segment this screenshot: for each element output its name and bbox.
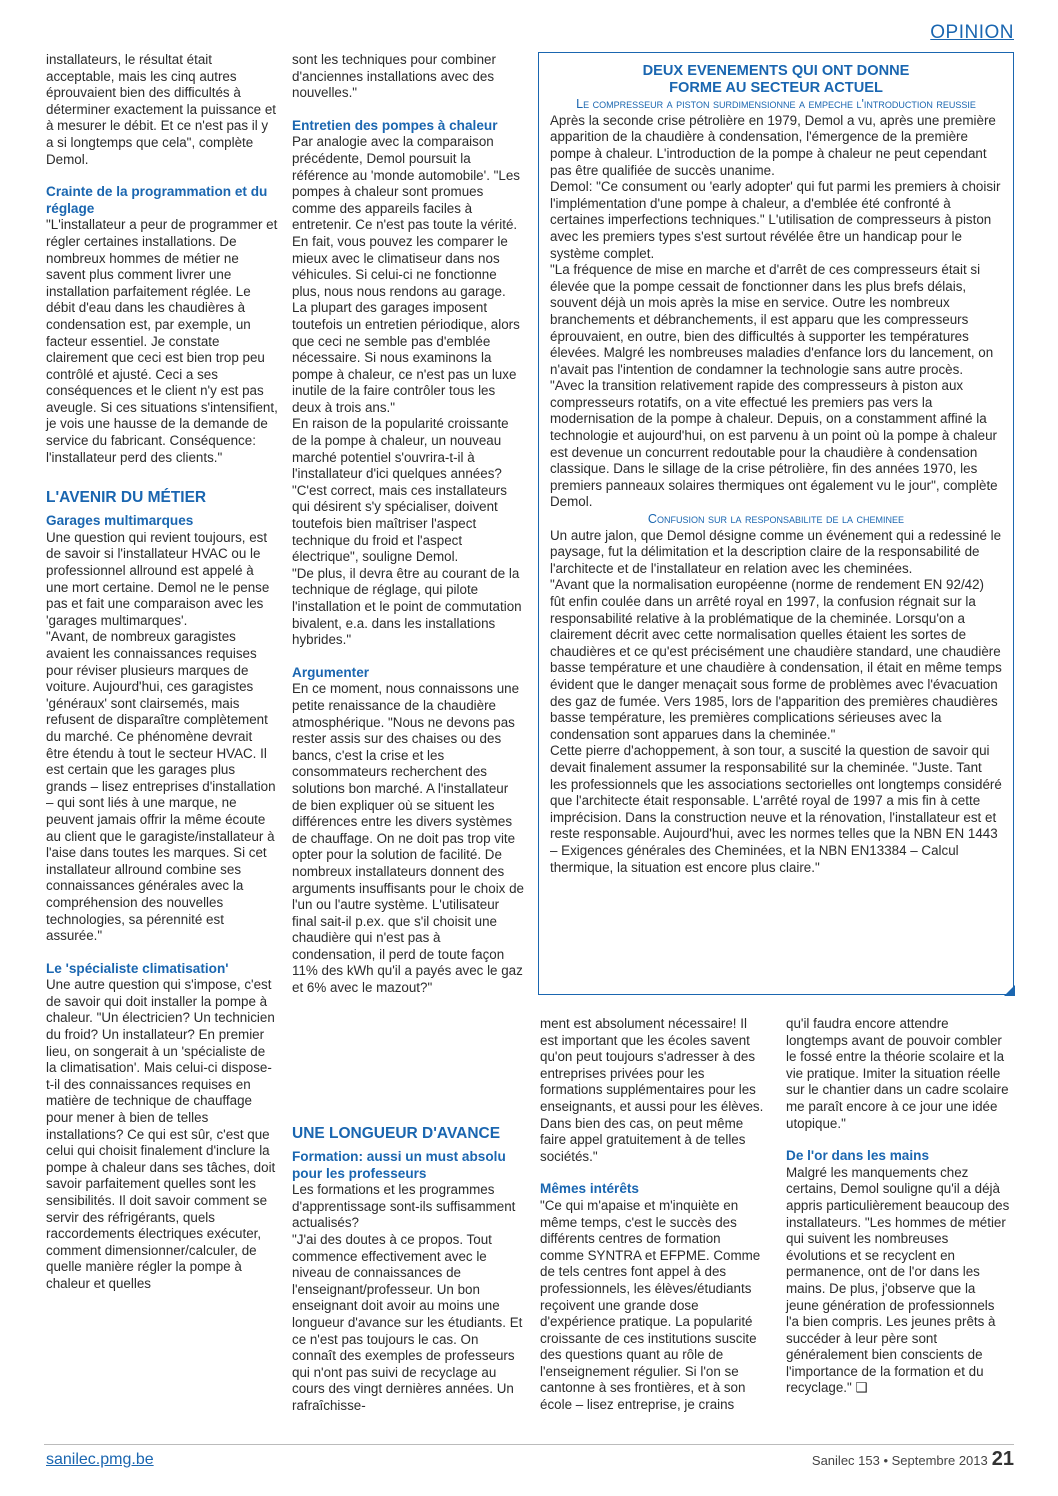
box-subheading-cheminee: Confusion sur la responsabilite de la cheminee xyxy=(647,512,905,527)
box-subheading-compresseur: Le compresseur a piston surdimensionne a empeche l'introduction reussie xyxy=(576,97,976,112)
paragraph: Malgré les manquements chez certains, Demol souligne qu'il a déjà appris particulièrement beaucoup des installateurs. "Les hommes de métier qui suivent les nombreuses évolutions et se recyclent en permanence, ont de l'or dans les mains. De plus, j'observe que la jeune génération de professionnels l'a bien compris. Les jeunes prêts à succéder à leur père sont généralement bien conscients de l'importance de la formation et du recyclage." ❑ xyxy=(786,1164,1010,1396)
paragraph: ment est absolument nécessaire! Il est important que les écoles savent qu'on peut toujours s'adresser à des entreprises privées pour les formations supplémentaires pour les enseignants, et aussi pour les élèves. Dans bien des cas, on peut même faire appel gratuitement à de telles sociétés." xyxy=(540,1016,764,1164)
paragraph: "De plus, il devra être au courant de la technique de réglage, qui pilote l'installation et le point de commutation bivalent, e.a. dans les installations hybrides." xyxy=(292,565,522,648)
paragraph: "La fréquence de mise en marche et d'arrêt de ces compresseurs était si élevée que la pompe cessait de fonctionner dans les plus brefs délais, souvent déjà un mois après la mise en service. Outre les nombreux branchements et débranchements, il est apparu que les compresseurs éprouvaient, en outre, bien des difficultés à supporter les températures élevées. Malgré les nombreuses maladies d'enfance lors du lancement, on n'avait pas l'intention de condamner la technologie sans autre procès. xyxy=(550,262,994,377)
section-label: OPINION xyxy=(930,22,1014,43)
box-title-line-1: DEUX EVENEMENTS QUI ONT DONNE xyxy=(642,63,910,79)
footer-issue xyxy=(812,1448,1014,1471)
paragraph: "L'installateur a peur de programmer et régler certaines installations. De nombreux hommes de métier ne savent plus comment livrer une installation parfaitement réglée. Le débit d'eau dans les chaudières à condensation est, par exemple, un facteur essentiel. Je constate clairement que ceci est bien trop peu contrôlé et ajusté. Ceci a ses conséquences et le client n'y est pas aveugle. Si ces situations s'intensifient, je vois une hausse de la demande de service du fabricant. Conséquence: l'installateur perd des clients." xyxy=(46,217,278,465)
page-number: 21 xyxy=(991,1448,1014,1470)
paragraph: "Avec la transition relativement rapide des compresseurs à piston aux compresseurs rotatifs, on a vite effectué les premiers pas vers la modernisation de la pompe à chaleur. Depuis, on a constamment affiné la technologie et aujourd'hui, on est parvenu à un point où la pompe à chaleur est devenue un concurrent redoutable pour la chaudière à condensation classique. Dans le sillage de la crise pétrolière, fin des années 1970, les premiers panneaux solaires thermiques ont également vu le jour", complète Demol. xyxy=(550,378,998,510)
column-3 xyxy=(540,1016,765,1414)
paragraph: Un autre jalon, que Demol désigne comme un événement qui a redessiné le paysage, fut la délimitation et la description claire de la responsabilité de l'architecte et de l'installateur en relation avec les cheminées. xyxy=(550,527,1002,576)
box-title-line-2: FORME AU SECTEUR ACTUEL xyxy=(669,79,883,96)
paragraph: "Avant que la normalisation européenne (norme de rendement EN 92/42) fût enfin coulée dans un arrêté royal en 1997, la confusion régnait sur la responsabilité relative à la problématique de la cheminée. Lorsqu'on a clairement décrit avec cette normalisation quelles étaient les sortes de chaudières et ce qu'est précisément une chaudière standard, une chaudière basse température et une chaudière à condensation, il était en même temps évident que le danger menaçait sous forme de problèmes avec l'évacuation des gaz de fumée. Vers 1985, lors de l'apparition des premières chaudières basse température, les premières complications sérieuses avec la condensation sont apparues dans la cheminée." xyxy=(550,577,1002,742)
footer-issue-text: Sanilec 153 • Septembre 2013 xyxy=(811,1453,988,1468)
footer-divider xyxy=(44,1444,1014,1445)
subheading-garages: Garages multimarques xyxy=(46,513,194,529)
paragraph: sont les techniques pour combiner d'anciennes installations avec des nouvelles." xyxy=(292,52,496,101)
subheading-memes: Mêmes intérêts xyxy=(540,1181,639,1197)
subheading-argumenter: Argumenter xyxy=(292,664,370,680)
paragraph: En raison de la popularité croissante de la pompe à chaleur, un nouveau marché potentiel s'ouvrira-t-il à l'installateur d'ici quelques années? xyxy=(292,416,509,482)
paragraph: Cette pierre d'achoppement, à son tour, a suscité la question de savoir qui devait finalement assumer la responsabilité sur la cheminée. "Juste. Tant les professionnels que les associations sectorielles ont longtemps considéré que l'architecte était responsable. L'arrêté royal de 1997 a mis fin à cette imprécision. Dans la construction neuve et la rénovation, l'installateur est et reste responsable. Aujourd'hui, avec les normes telles que la NBN EN 1443 – Exigences générales des Cheminées, et la NBN EN13384 – Calcul thermique, la situation est encore plus claire." xyxy=(550,743,1002,875)
column-4 xyxy=(786,1016,1011,1397)
paragraph: "C'est correct, mais ces installateurs qui désirent s'y spécialiser, doivent toutefois bien maîtriser l'aspect technique du froid et l'aspect électrique", souligne Demol. xyxy=(292,482,507,565)
column-2 xyxy=(292,52,524,997)
footer-site-link[interactable]: sanilec.pmg.be xyxy=(46,1451,154,1468)
paragraph: Une question qui revient toujours, est de savoir si l'installateur HVAC ou le professionnel allround est appelé à une mort certaine. Demol ne le pense pas et fait une comparaison avec les 'garages multimarques'. xyxy=(46,529,270,628)
sidebar-box xyxy=(538,52,1014,995)
paragraph: Demol: "Ce consument ou 'early adopter' qui fut parmi les premiers à choisir l'implémentation d'une pompe à chaleur, a d'emblée été confronté à certaines imperfections techniques." L'utilisation de compresseurs à piston avec les premiers types s'est surtout révélée être un handicap pour le système complet. xyxy=(550,179,1001,261)
paragraph: Une autre question qui s'impose, c'est de savoir qui doit installer la pompe à chaleur. "Un électricien? Un technicien du froid? Un installateur? En premier lieu, on songerait à un 'spécialiste de la climatisation'. Mais celui-ci dispose-t-il des connaissances requises en matière de technique de chauffage pour mener à bien de telles installations? Ce qui est sûr, c'est que celui qui choisit finalement d'inclure la pompe à chaleur dans ses tâches, doit savoir parfaitement quelles sont les sensibilités. Il doit savoir comment se servir des réfrigérants, quels raccordements électriques exécuter, comment dimensionner/calculer, de quelle manière régler la pompe à chaleur et quelles xyxy=(46,977,276,1291)
paragraph: "Ce qui m'apaise et m'inquiète en même temps, c'est le succès des différents centres de formation comme SYNTRA et EFPME. Comme de tels centres font appel à des professionnels, les élèves/étudiants reçoivent une grande dose d'expérience pratique. La popularité croissante de ces institutions suscite des questions quant au rôle de l'enseignement régulier. Si l'on se cantonne à ses frontières, et à son école – lisez entreprise, je crains xyxy=(540,1197,761,1413)
paragraph: "J'ai des doutes à ce propos. Tout commence effectivement avec le niveau de connaissances de l'enseignant/professeur. Un bon enseignant doit avoir au moins une longueur d'avance sur les étudiants. Et ce n'est pas toujours le cas. On connaît des exemples de professeurs qui n'ont pas suivi de recyclage au cours des vingt dernières années. Un rafraîchisse- xyxy=(292,1231,523,1413)
heading-longueur: UNE LONGUEUR D'AVANCE xyxy=(292,1125,501,1142)
subheading-formation: Formation: aussi un must absolu pour les professeurs xyxy=(292,1149,506,1181)
paragraph: En ce moment, nous connaissons une petite renaissance de la chaudière atmosphérique. "Nous ne devons pas rester assis sur des chaises ou des bancs, c'est la crise et les consommateurs recherchent des solutions bon marché. A l'installateur de bien expliquer où se situent les différences entre les divers systèmes de chauffage. On ne doit pas trop vite opter pour la solution de facilité. De nombreux installateurs donnent des arguments insuffisants pour le choix de l'un ou l'autre système. L'utilisateur final sait-il p.ex. que s'il choisit une chaudière qui n'est pas à condensation, il perd de toute façon 11% des kWh qu'il a payés avec le gaz et 6% avec le mazout?" xyxy=(292,681,524,996)
subheading-crainte: Crainte de la programmation et du réglage xyxy=(46,184,268,216)
paragraph: Les formations et les programmes d'apprentissage sont-ils suffisamment actualisés? xyxy=(292,1182,516,1231)
column-1 xyxy=(46,52,278,1293)
heading-avenir: L'AVENIR DU MÉTIER xyxy=(46,489,207,507)
paragraph: installateurs, le résultat était acceptable, mais les cinq autres éprouvaient bien des difficultés à déterminer exactement la puissance et à mesurer le débit. Et ce n'est pas il y a si longtemps que cela", complète Demol. xyxy=(46,52,276,167)
subheading-or: De l'or dans les mains xyxy=(786,1148,929,1164)
corner-triangle-icon xyxy=(1004,985,1015,996)
paragraph: Par analogie avec la comparaison précédente, Demol poursuit la référence au 'monde automobile'. "Les pompes à chaleur sont promues comme des appareils faciles à entretenir. Ce n'est pas toute la vérité. En fait, vous pouvez les comparer le mieux avec le climatiseur dans nos véhicules. Si celui-ci ne fonctionne plus, nous nous rendons au garage. La plupart des garages imposent toutefois un entretien périodique, alors que ceci ne semble pas d'emblée nécessaire. Si nous examinons la pompe à chaleur, ce n'est pas un luxe inutile de la faire contrôler tous les deux à trois ans." xyxy=(292,134,520,415)
column-2-bottom xyxy=(292,1124,524,1415)
subheading-specialiste: Le 'spécialiste climatisation' xyxy=(46,960,229,976)
paragraph: qu'il faudra encore attendre longtemps avant de pouvoir combler le fossé entre la théorie scolaire et la vie pratique. Imiter la situation réelle sur le chantier dans un cadre scolaire me paraît encore à ce jour une idée utopique." xyxy=(786,1016,1009,1131)
paragraph: "Avant, de nombreux garagistes avaient les connaissances requises pour réviser plusieurs marques de voiture. Aujourd'hui, ces garagistes 'généraux' sont clairsemés, mais refusent de disparaître complètement du marché. Ce phénomène devrait être étendu à tout le secteur HVAC. Il est certain que les garages plus grands – lisez entreprises d'installation – qui sont liés à une marque, ne peuvent jamais offrir la même écoute au client que le garagiste/installateur à l'aise dans toutes les marques. Si cet installateur allround combine ses connaissances générales avec la compréhension des nouvelles technologies, sa pérennité est assurée." xyxy=(46,629,276,944)
subheading-entretien: Entretien des pompes à chaleur xyxy=(292,117,498,133)
paragraph: Après la seconde crise pétrolière en 1979, Demol a vu, après une première apparition de la chaudière à condensation, l'émergence de la première pompe à chaleur. L'introduction de la pompe à chaleur ne peut cependant pas être qualifiée de succès unanime. xyxy=(550,112,996,178)
